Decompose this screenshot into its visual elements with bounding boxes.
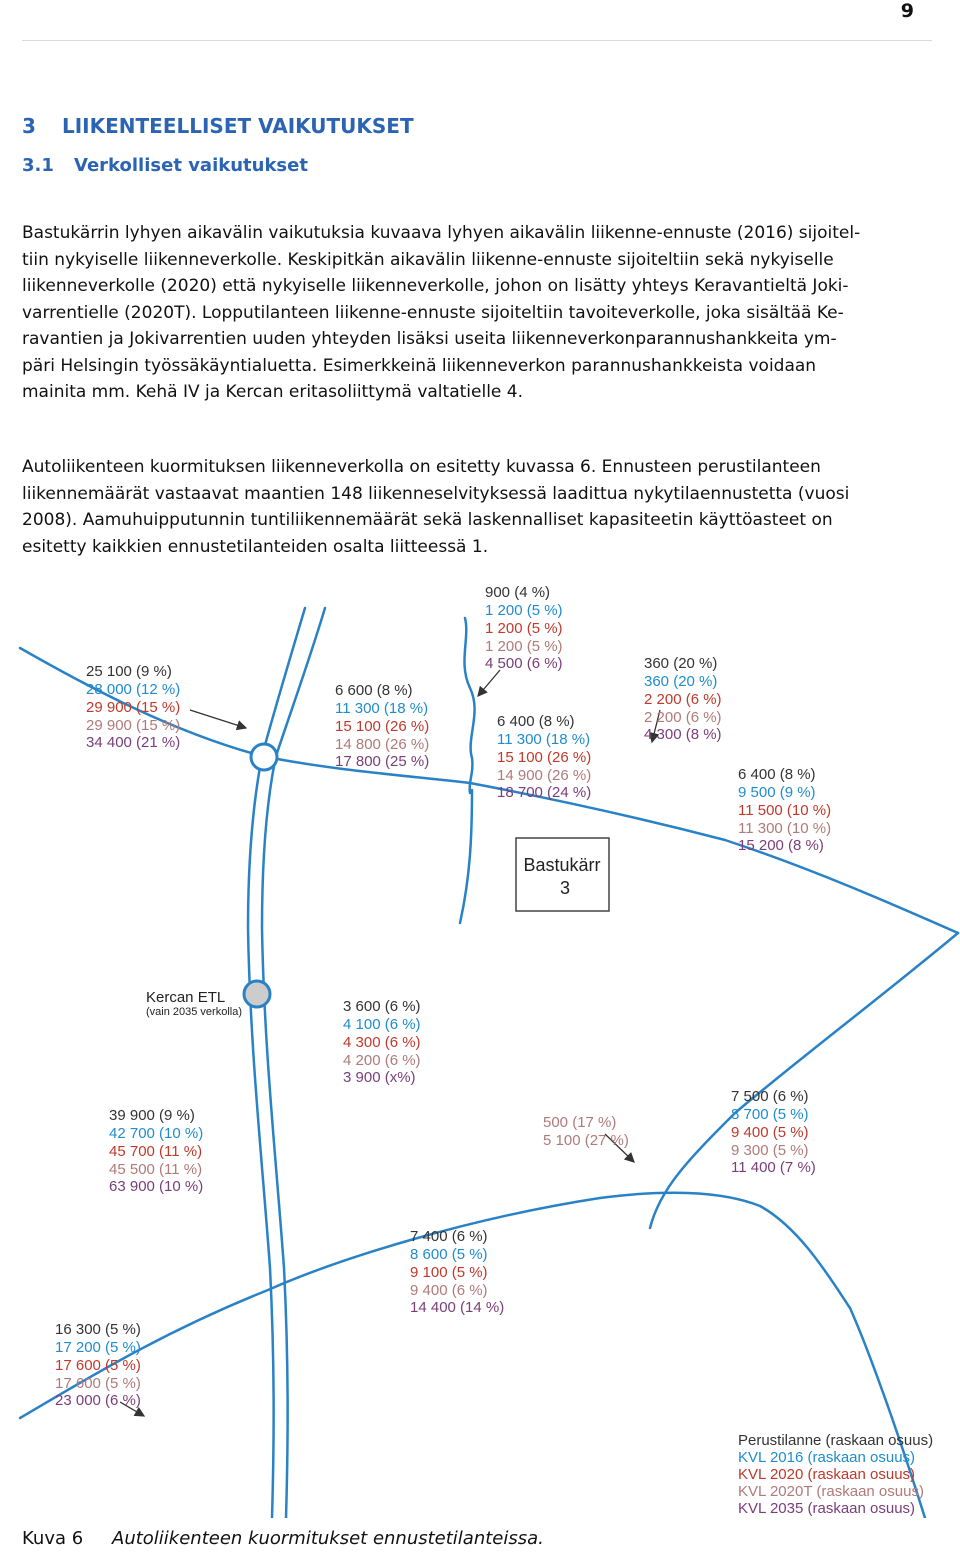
value-kvl2020: 2 200 (6 %) [644,691,722,708]
value-kvl2035: 15 200 (8 %) [738,837,824,854]
label-group-southwest [55,1321,141,1409]
value-kvl2020t: 4 200 (6 %) [343,1052,421,1069]
label-group-central-main [335,682,429,770]
legend-base: Perustilanne (raskaan osuus) [738,1432,934,1449]
value-kvl2020: 15 100 (26 %) [335,718,430,735]
value-base: 16 300 (5 %) [55,1321,141,1338]
value-kvl2020t: 17 600 (5 %) [55,1375,141,1392]
value-kvl2020t: 11 300 (10 %) [738,820,832,837]
value-kvl2016: 11 300 (18 %) [497,731,591,748]
value-kvl2016: 9 500 (9 %) [738,784,816,801]
paragraph-1 [22,220,922,406]
motorway-lane-west [248,608,305,1518]
kercan-etl-label: Kercan ETL [146,989,226,1006]
label-group-new-link [543,1114,629,1149]
value-base: 39 900 (9 %) [109,1107,195,1124]
value-kvl2016: 8 600 (5 %) [410,1246,488,1263]
label-group-west-main [86,663,180,751]
label-group-far-east [738,766,831,854]
caption-text: Autoliikenteen kuormitukset ennustetilanteissa. [112,1528,544,1549]
pointer-arrow [190,710,246,728]
value-kvl2035: 63 900 (10 %) [109,1178,204,1195]
label-group-east-main [497,713,591,801]
value-kvl2020t: 9 300 (5 %) [731,1142,809,1159]
value-kvl2020: 15 100 (26 %) [497,749,592,766]
value-kvl2016: 4 100 (6 %) [343,1016,421,1033]
value-kvl2035: 11 400 (7 %) [731,1159,816,1176]
value-kvl2035: 23 000 (6 %) [55,1392,141,1409]
legend-kvl2020t: KVL 2020T (raskaan osuus) [738,1483,924,1500]
section-title: LIIKENTEELLISET VAIKUTUKSET [62,114,414,138]
label-group-jokivarrentie [485,584,563,672]
paragraph-line: esitetty kaikkien ennustetilanteiden osalta liitteessä 1. [22,536,489,557]
bastukarr-label: Bastukärr [523,855,601,875]
paragraph-line: varrentielle (2020T). Lopputilanteen liikenne-ennuste sijoiteltiin tavoiteverkolle, joka sisältää Ke- [22,302,844,323]
value-kvl2020: 1 200 (5 %) [485,620,563,637]
subsection-number: 3.1 [22,155,54,176]
value-kvl2016: 11 300 (18 %) [335,700,429,717]
kercan-interchange-node [244,981,270,1007]
paragraph-2 [22,454,922,560]
paragraph-line: liikenneverkolle (2020) että nykyiselle liikenneverkolle, johon on lisätty yhteys Keravantieltä Joki- [22,276,849,296]
value-kvl2016: 8 700 (5 %) [731,1106,809,1123]
jokivarrentie [464,618,474,793]
value-base: 7 400 (6 %) [410,1228,488,1245]
paragraph-line: Autoliikenteen kuormituksen liikenneverkolla on esitetty kuvassa 6. Ennusteen perustilanteen [22,457,821,477]
map-legend [738,1432,933,1517]
value-kvl2020t: 500 (17 %) [543,1114,617,1131]
legend-kvl2020: KVL 2020 (raskaan osuus) [738,1466,916,1483]
paragraph-line: mainita mm. Kehä IV ja Kercan eritasoliittymä valtatielle 4. [22,382,523,402]
value-kvl2020t: 9 400 (6 %) [410,1282,488,1299]
label-group-east-south [731,1088,816,1176]
traffic-map [0,578,960,1518]
page-number: 9 [900,0,914,22]
paragraph-line: tiin nykyiselle liikenneverkolle. Keskipitkän aikavälin liikenne-ennuste sijoiteltiin sekä nykyiselle [22,249,834,270]
value-base: 900 (4 %) [485,584,551,601]
junction-node [251,744,277,770]
value-kvl2035: 14 400 (14 %) [410,1299,505,1316]
header-rule [22,40,932,41]
bastukarr-connector [460,790,472,923]
pointer-arrow [478,670,500,696]
value-kvl2020t: 2 200 (6 %) [644,709,722,726]
value-kvl2016: 360 (20 %) [644,673,718,690]
value-kvl2020: 29 900 (15 %) [86,699,181,716]
value-kvl2020t: 45 500 (11 %) [109,1161,203,1178]
value-base: 7 500 (6 %) [731,1088,809,1105]
value-kvl2035: 34 400 (21 %) [86,734,181,751]
bastukarr-number: 3 [559,878,571,898]
value-kvl2020: 45 700 (11 %) [109,1143,203,1160]
value-kvl2035: 4 500 (6 %) [485,655,563,672]
subsection-heading [22,155,308,176]
value-kvl2035: 5 100 (27 %) [543,1132,629,1149]
value-kvl2020t: 14 800 (26 %) [335,736,430,753]
legend-kvl2016: KVL 2016 (raskaan osuus) [738,1449,916,1466]
value-kvl2035: 17 800 (25 %) [335,753,430,770]
label-group-south-road [410,1228,504,1316]
label-group-bastukarr-south [343,998,421,1086]
section-heading [22,114,414,138]
label-group-motorway-north [109,1107,203,1195]
value-kvl2016: 28 000 (12 %) [86,681,181,698]
paragraph-line: liikennemäärät vastaavat maantien 148 liikenneselvityksessä laadittua nykytilaennustetta (vuosi [22,483,850,504]
value-kvl2020: 4 300 (6 %) [343,1034,421,1051]
value-kvl2020: 11 500 (10 %) [738,802,832,819]
value-base: 6 400 (8 %) [497,713,575,730]
paragraph-line: 2008). Aamuhuipputunnin tuntiliikennemäärät sekä laskennalliset kapasiteetin käyttöasteet on [22,510,833,530]
value-kvl2035: 18 700 (24 %) [497,784,592,801]
value-kvl2020t: 29 900 (15 %) [86,717,181,734]
value-kvl2016: 42 700 (10 %) [109,1125,204,1142]
value-kvl2016: 17 200 (5 %) [55,1339,141,1356]
value-kvl2020: 9 100 (5 %) [410,1264,488,1281]
figure-caption [22,1528,544,1549]
section-number: 3 [22,114,36,138]
caption-number: Kuva 6 [22,1528,84,1549]
value-kvl2020: 17 600 (5 %) [55,1357,141,1374]
label-group-connector [644,655,722,743]
value-kvl2035: 4 300 (8 %) [644,726,722,743]
motorway-lane-east [262,608,325,1518]
value-base: 6 400 (8 %) [738,766,816,783]
legend-kvl2035: KVL 2035 (raskaan osuus) [738,1500,916,1517]
value-kvl2020t: 14 900 (26 %) [497,767,592,784]
value-kvl2020: 9 400 (5 %) [731,1124,809,1141]
value-base: 6 600 (8 %) [335,682,413,699]
value-base: 360 (20 %) [644,655,718,672]
value-kvl2035: 3 900 (x%) [343,1069,416,1086]
paragraph-line: ravantien ja Jokivarrentien uuden yhteyden lisäksi useita liikenneverkonparannushankkeita ym- [22,329,837,349]
value-kvl2020t: 1 200 (5 %) [485,638,563,655]
value-base: 25 100 (9 %) [86,663,172,680]
kercan-etl-note: (vain 2035 verkolla) [146,1006,242,1018]
paragraph-line: päri Helsingin työssäkäyntialuetta. Esimerkkeinä liikenneverkon parannushankkeista voidaan [22,355,817,376]
value-base: 3 600 (6 %) [343,998,421,1015]
value-kvl2016: 1 200 (5 %) [485,602,563,619]
paragraph-line: Bastukärrin lyhyen aikavälin vaikutuksia kuvaava lyhyen aikavälin liikenne-ennuste (2016) sijoitel- [22,223,861,243]
subsection-title: Verkolliset vaikutukset [74,155,308,176]
eastern-road [650,933,958,1228]
